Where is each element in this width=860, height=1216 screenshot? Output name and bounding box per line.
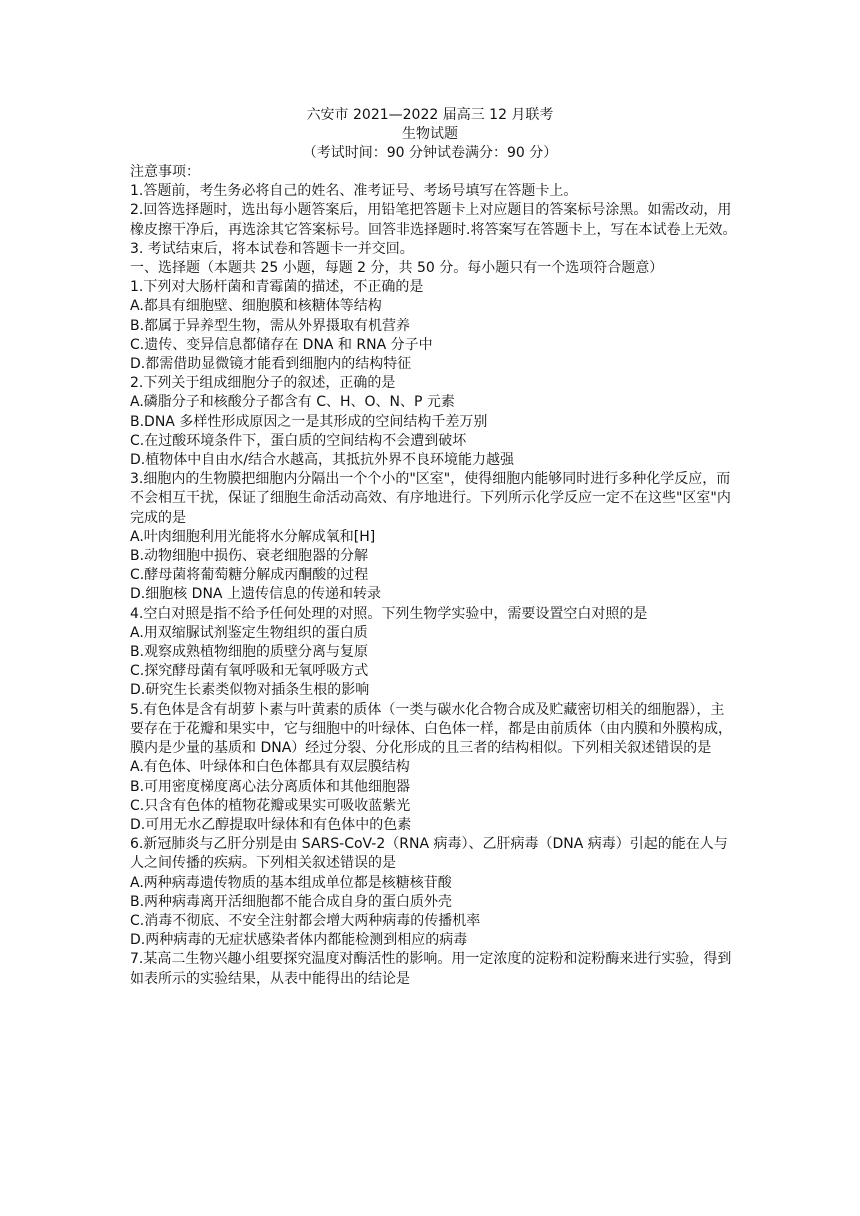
option-c: C.遗传、变异信息都储存在 DNA 和 RNA 分子中 bbox=[130, 336, 433, 353]
option-a: A.两种病毒遗传物质的基本组成单位都是核糖核苷酸 bbox=[130, 874, 452, 891]
option-c: C.只含有色体的植物花瓣或果实可吸收蓝紫光 bbox=[130, 797, 411, 814]
option-b: B.DNA 多样性形成原因之一是其形成的空间结构千差万别 bbox=[130, 413, 488, 430]
option-b: B.两种病毒离开活细胞都不能合成自身的蛋白质外壳 bbox=[130, 893, 453, 910]
question-stem: 2.下列关于组成细胞分子的叙述，正确的是 bbox=[130, 375, 396, 392]
exam-info: （考试时间：90 分钟试卷满分：90 分） bbox=[302, 145, 558, 161]
question-stem: 1.下列对大肠杆菌和青霉菌的描述，不正确的是 bbox=[130, 279, 424, 296]
option-a: A.都具有细胞壁、细胞膜和核糖体等结构 bbox=[130, 298, 382, 315]
question-stem: 6.新冠肺炎与乙肝分别是由 SARS-CoV-2（RNA 病毒）、乙肝病毒（DNA 病毒）引起的能在人与人之间传播的疾病。下列相关叙述错误的是 bbox=[130, 836, 728, 872]
option-c: C.酵母菌将葡萄糖分解成丙酮酸的过程 bbox=[130, 567, 369, 584]
option-a: A.磷脂分子和核酸分子都含有 C、H、O、N、P 元素 bbox=[130, 394, 455, 411]
option-d: D.两种病毒的无症状感染者体内都能检测到相应的病毒 bbox=[130, 932, 468, 949]
option-b: B.都属于异养型生物，需从外界摄取有机营养 bbox=[130, 317, 411, 334]
note-item-2: 2.回答选择题时，选出每小题答案后，用铅笔把答题卡上对应题目的答案标号涂黑。如需改动，用橡皮擦干净后，再选涂其它答案标号。回答非选择题时.将答案写在答题卡上，写在本试卷上无效。 bbox=[130, 202, 737, 238]
question-7 bbox=[130, 950, 738, 988]
option-a: A.用双缩脲试剂鉴定生物组织的蛋白质 bbox=[130, 624, 368, 641]
question-stem: 4.空白对照是指不给予任何处理的对照。下列生物学实验中，需要设置空白对照的是 bbox=[130, 605, 648, 622]
option-c: C.消毒不彻底、不安全注射都会增大两种病毒的传播机率 bbox=[130, 912, 481, 929]
option-b: B.观察成熟植物细胞的质壁分离与复原 bbox=[130, 644, 369, 661]
option-d: D.可用无水乙醇提取叶绿体和有色体中的色素 bbox=[130, 816, 412, 833]
exam-content bbox=[130, 163, 738, 989]
option-a: A.有色体、叶绿体和白色体都具有双层膜结构 bbox=[130, 759, 410, 776]
note-item-3: 3. 考试结束后，将本试卷和答题卡一并交回。 bbox=[130, 240, 414, 257]
option-c: C.探究酵母菌有氧呼吸和无氧呼吸方式 bbox=[130, 663, 369, 680]
question-4 bbox=[130, 605, 738, 701]
question-stem: 7.某高二生物兴趣小组要探究温度对酶活性的影响。用一定浓度的淀粉和淀粉酶来进行实验，得到如表所示的实验结果，从表中能得出的结论是 bbox=[130, 951, 732, 987]
question-stem: 5.有色体是含有胡萝卜素与叶黄素的质体（一类与碳水化合物合成及贮藏密切相关的细胞器），主要存在于花瓣和果实中，它与细胞中的叶绿体、白色体一样，都是由前质体（由内膜和外膜构成，膜内是少量的基质和 DNA）经过分裂、分化形成的且三者的结构相似。下列相关叙述错误的是 bbox=[130, 701, 732, 757]
question-5 bbox=[130, 701, 738, 835]
question-1 bbox=[130, 278, 738, 374]
exam-subject: 生物试题 bbox=[402, 126, 458, 142]
notes-heading: 注意事项： bbox=[130, 164, 200, 180]
exam-title: 六安市 2021—2022 届高三 12 月联考 bbox=[306, 107, 554, 123]
question-6 bbox=[130, 835, 738, 950]
option-d: D.都需借助显微镜才能看到细胞内的结构特征 bbox=[130, 356, 412, 373]
note-item-1: 1.答题前，考生务必将自己的姓名、准考证号、考场号填写在答题卡上。 bbox=[130, 183, 578, 200]
section-heading: 一、选择题（本题共 25 小题，每题 2 分，共 50 分。每小题只有一个选项符合题意） bbox=[130, 260, 664, 277]
option-a: A.叶肉细胞利用光能将水分解成氧和[H] bbox=[130, 528, 376, 545]
option-d: D.研究生长素类似物对插条生根的影响 bbox=[130, 682, 370, 699]
option-d: D.细胞核 DNA 上遗传信息的传递和转录 bbox=[130, 586, 381, 603]
exam-header bbox=[0, 106, 860, 163]
question-3 bbox=[130, 470, 738, 604]
option-b: B.可用密度梯度离心法分离质体和其他细胞器 bbox=[130, 778, 411, 795]
question-2 bbox=[130, 374, 738, 470]
option-d: D.植物体中自由水/结合水越高，其抵抗外界不良环境能力越强 bbox=[130, 452, 514, 469]
option-b: B.动物细胞中损伤、衰老细胞器的分解 bbox=[130, 548, 369, 565]
option-c: C.在过酸环境条件下，蛋白质的空间结构不会遭到破坏 bbox=[130, 432, 467, 449]
question-stem: 3.细胞内的生物膜把细胞内分隔出一个个小的"区室"，使得细胞内能够同时进行多种化学反应，而不会相互干扰，保证了细胞生命活动高效、有序地进行。下列所示化学反应一定不在这些"区室"内完成的是 bbox=[130, 471, 731, 526]
